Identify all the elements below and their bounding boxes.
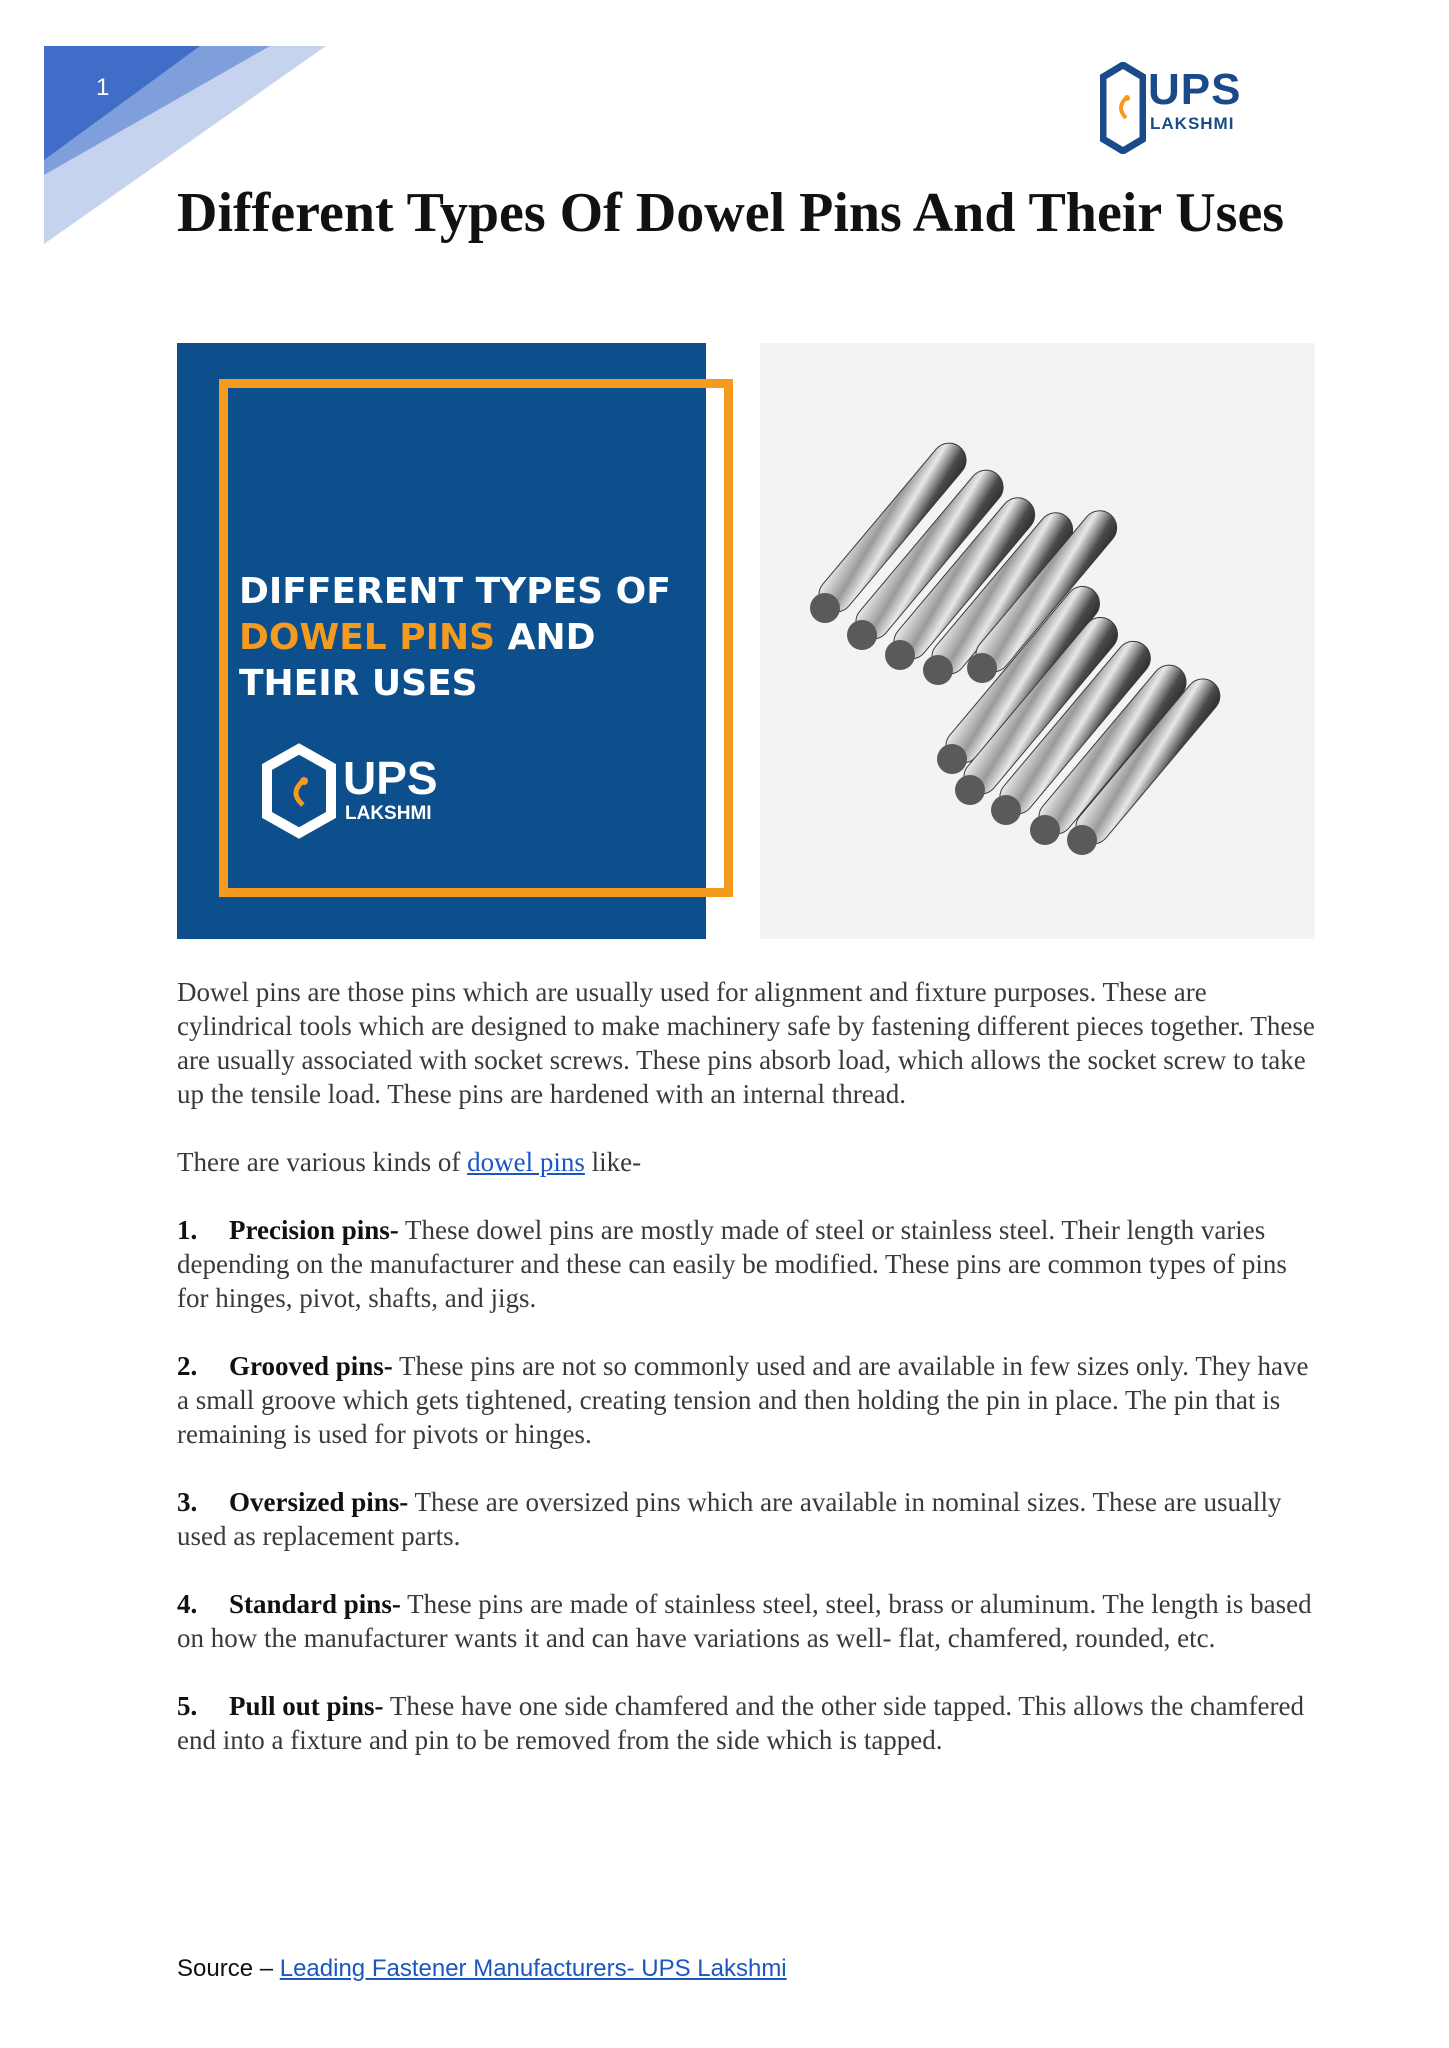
hexagon-logo-icon [1100, 62, 1146, 154]
kinds-paragraph [177, 1145, 1317, 1179]
banner-logo-sub-text: LAKSHMI [345, 803, 432, 824]
list-item-term: Oversized pins- [229, 1487, 409, 1517]
logo-main-text: UPS [1148, 65, 1242, 114]
dowel-pins-illustration [760, 343, 1315, 939]
list-item-term: Pull out pins- [229, 1691, 384, 1721]
source-link[interactable]: Leading Fastener Manufacturers- UPS Lakshmi [279, 1955, 787, 1982]
page-title: Different Types Of Dowel Pins And Their Uses [177, 182, 1285, 244]
banner-heading-line2-rest: AND [495, 617, 596, 658]
intro-paragraph: Dowel pins are those pins which are usually used for alignment and fixture purposes. These are cylindrical tools which are designed to make machinery safe by fastening different pieces together. These are usually associated with socket screws. These pins absorb load, which allows the socket screw to take up the tensile load. These pins are hardened with an internal thread. [177, 977, 1315, 1109]
banner-heading-highlight: DOWEL PINS [239, 617, 496, 658]
list-item-number: 2. [177, 1351, 198, 1381]
list-item-number: 4. [177, 1589, 198, 1619]
logo-sub-text: LAKSHMI [1150, 114, 1235, 133]
brand-logo [1100, 60, 1290, 156]
banner-heading-line3: THEIR USES [239, 663, 478, 704]
page-number: 1 [96, 74, 110, 101]
source-prefix: Source – [177, 1955, 280, 1982]
article-body [177, 975, 1317, 1791]
banner-heading-line2 [239, 615, 699, 661]
list-item [177, 1587, 1317, 1655]
list-item-number: 1. [177, 1215, 198, 1245]
list-item-text: These pins are made of stainless steel, steel, brass or aluminum. The length is based on how the manufacturer wants it and can have variations as well- flat, chamfered, rounded, etc. [177, 1589, 1312, 1653]
list-item-term: Standard pins- [229, 1589, 401, 1619]
dowel-pins-link[interactable]: dowel pins [467, 1147, 585, 1177]
banner-panel [177, 343, 706, 939]
list-item [177, 1689, 1317, 1757]
list-item-text: These are oversized pins which are available in nominal sizes. These are usually used as replacement parts. [177, 1487, 1282, 1551]
list-item-number: 5. [177, 1691, 198, 1721]
list-item-text: These have one side chamfered and the other side tapped. This allows the chamfered end into a fixture and pin to be removed from the side which is tapped. [177, 1691, 1304, 1755]
kinds-suffix: like- [584, 1147, 642, 1177]
list-item-term: Precision pins- [229, 1215, 399, 1245]
kinds-prefix: There are various kinds of [177, 1147, 468, 1177]
list-item-text: These dowel pins are mostly made of steel or stainless steel. Their length varies depending on the manufacturer and these can easily be modified. These pins are common types of pins for hinges, pivot, shafts, and jigs. [177, 1215, 1287, 1313]
source-footer [177, 1955, 787, 1983]
banner-heading-line1: DIFFERENT TYPES OF [239, 571, 671, 612]
list-item [177, 1349, 1317, 1451]
dowel-pins-photo [760, 343, 1315, 939]
hero-banner [177, 343, 1315, 939]
banner-logo [259, 743, 499, 843]
list-item [177, 1485, 1317, 1553]
list-item-text: These pins are not so commonly used and are available in few sizes only. They have a small groove which gets tightened, creating tension and then holding the pin in place. The pin that is remaining is used for pivots or hinges. [177, 1351, 1309, 1449]
list-item-term: Grooved pins- [229, 1351, 393, 1381]
list-item-number: 3. [177, 1487, 198, 1517]
hexagon-logo-icon [259, 743, 339, 843]
banner-logo-main-text: UPS [343, 752, 438, 804]
list-item [177, 1213, 1317, 1315]
banner-heading [239, 569, 699, 707]
